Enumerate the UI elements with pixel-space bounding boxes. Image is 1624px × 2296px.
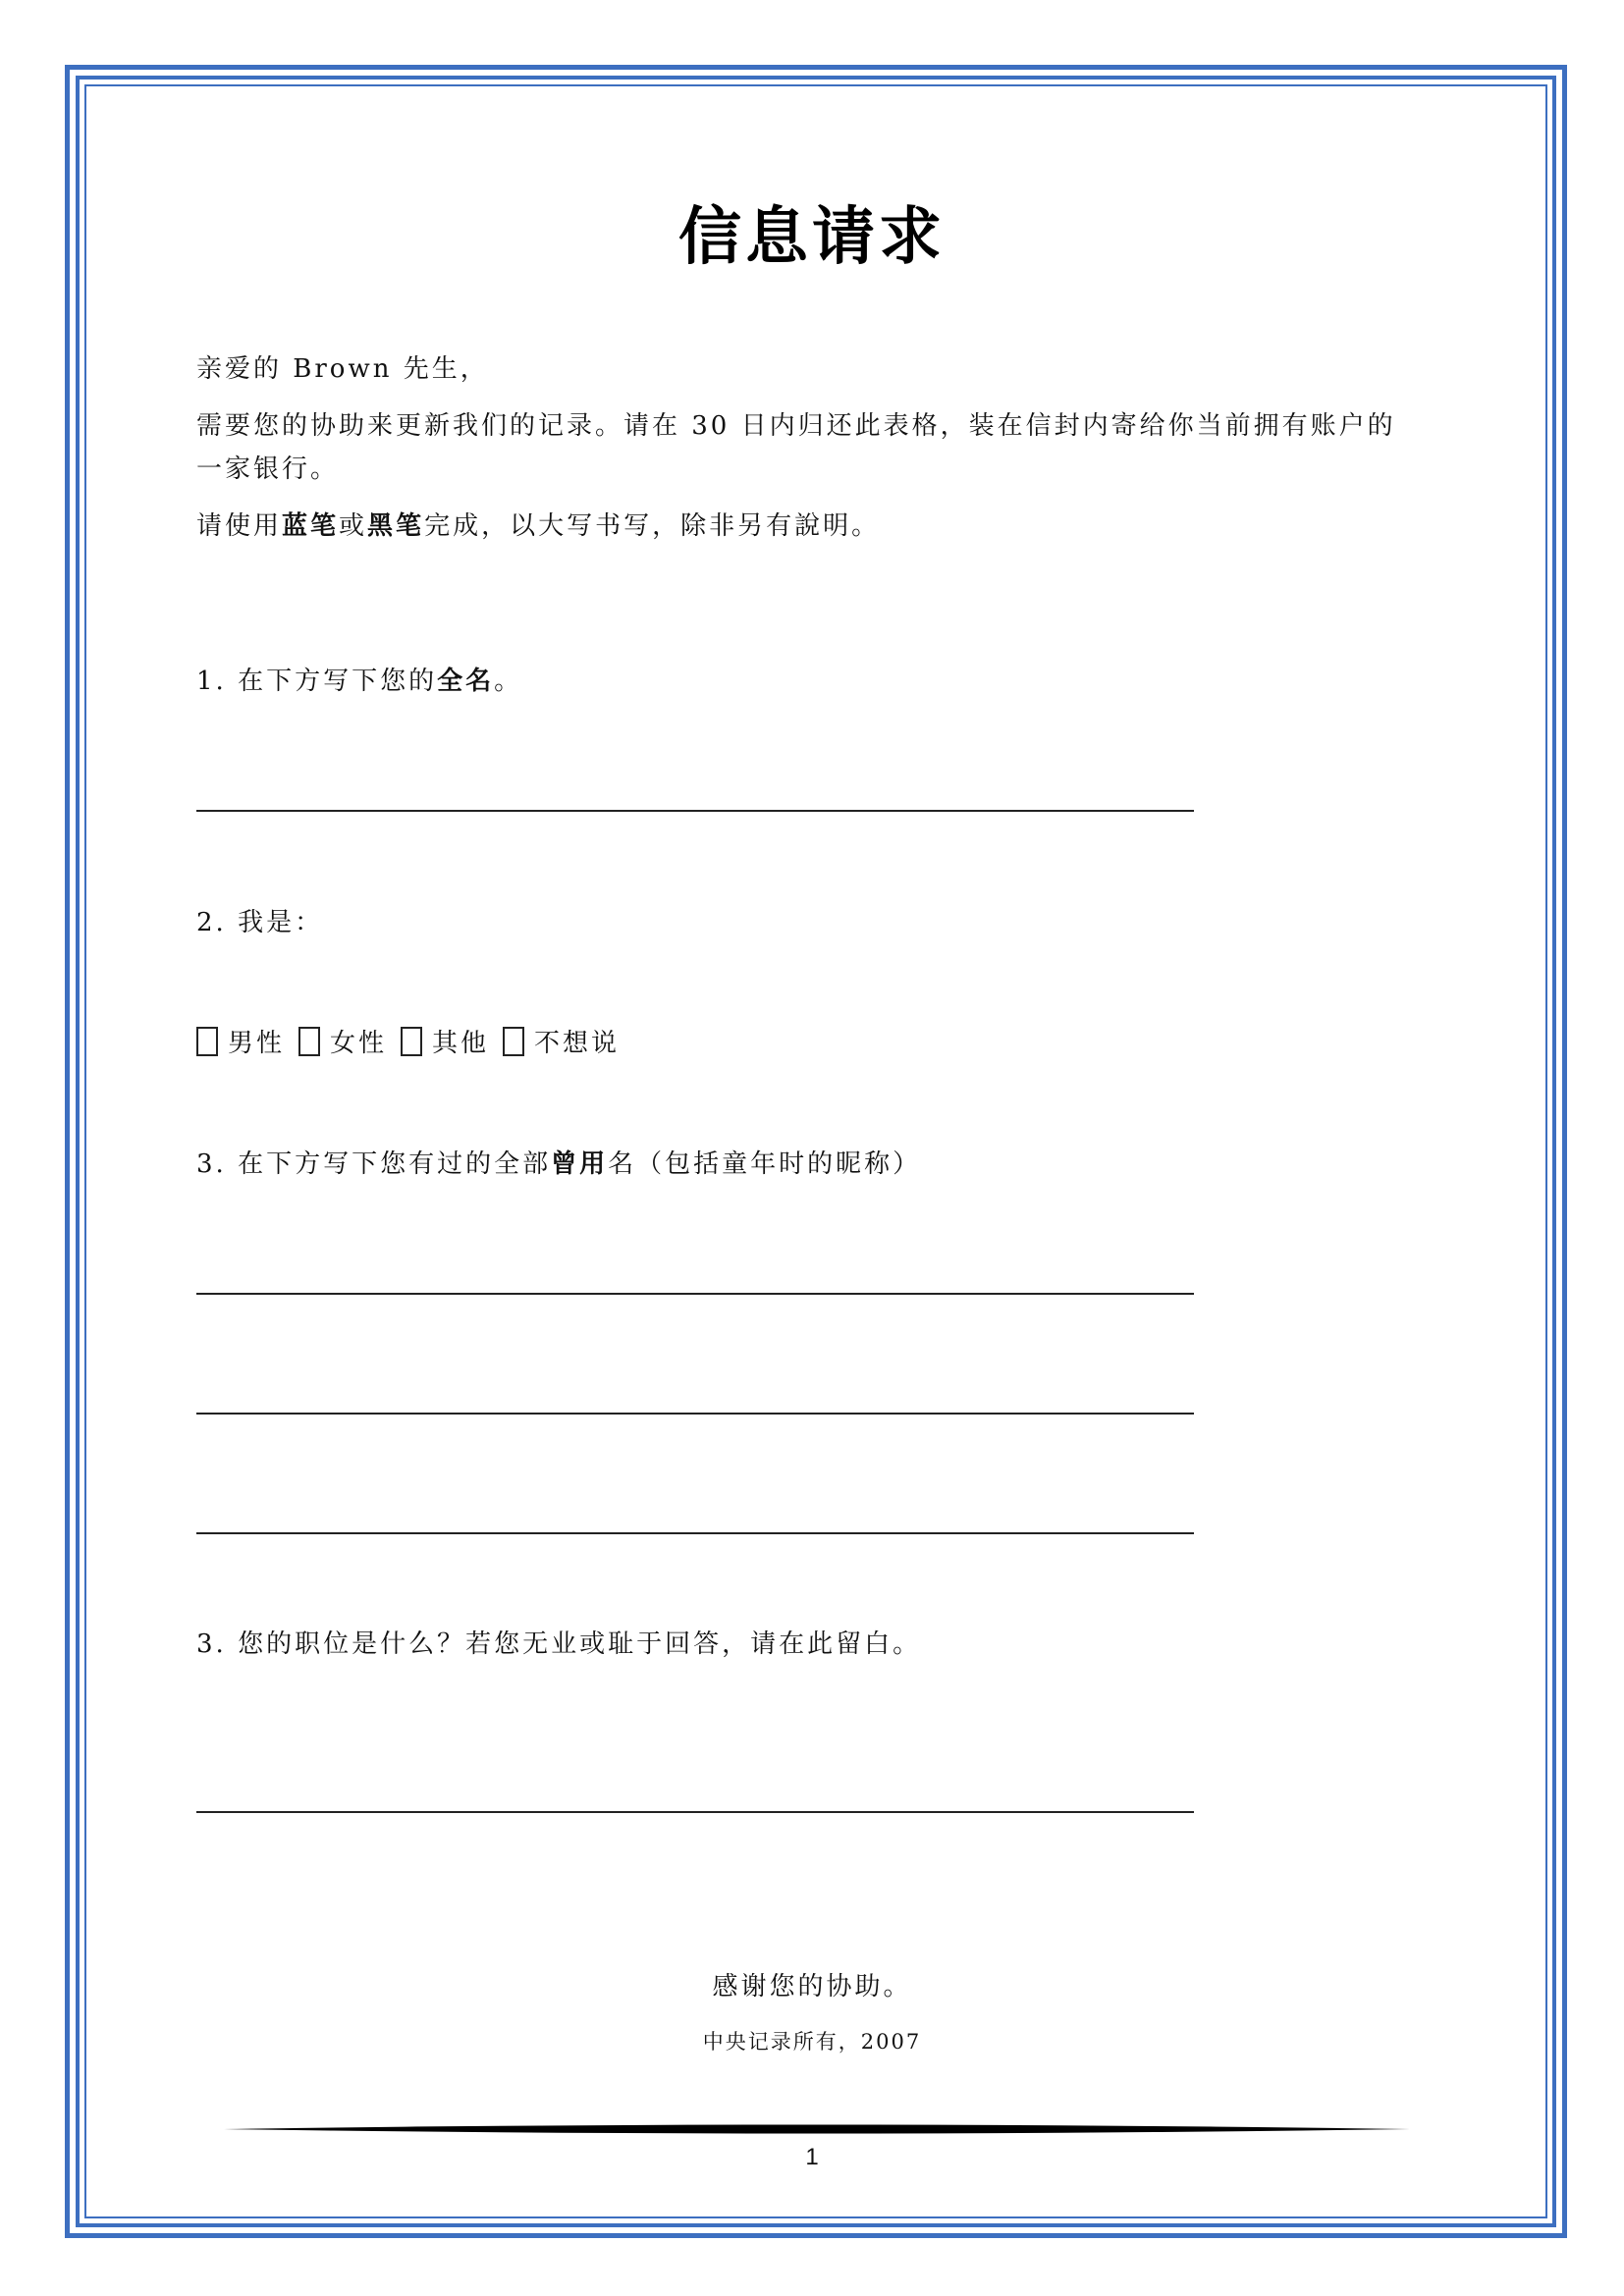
option-prefer-not-to-say[interactable] — [503, 1023, 620, 1059]
q1-suffix: 。 — [494, 667, 523, 696]
instructions-or: 或 — [339, 511, 368, 541]
option-label: 其他 — [432, 1029, 490, 1058]
footer-divider — [224, 2122, 1410, 2136]
instructions-prefix: 请使用 — [196, 511, 283, 541]
option-label: 女性 — [330, 1029, 388, 1058]
blue-pen-text: 蓝笔 — [282, 511, 340, 541]
option-label: 不想说 — [534, 1029, 621, 1058]
greeting: 亲爱的 Brown 先生， — [196, 354, 489, 384]
question-4-label: 3. 您的职位是什么？若您无业或耻于回答，请在此留白。 — [196, 1629, 922, 1659]
q1-prefix: 1. 在下方写下您的 — [196, 667, 438, 696]
checkbox[interactable] — [401, 1027, 422, 1056]
full-name-line[interactable] — [196, 810, 1194, 812]
thanks-note: 感谢您的协助。 — [712, 1972, 912, 2002]
copyright-note: 中央记录所有，2007 — [702, 2030, 922, 2054]
question-3-label — [196, 1143, 921, 1186]
option-label: 男性 — [228, 1029, 286, 1058]
gender-options — [196, 1023, 633, 1059]
previous-name-line-3[interactable] — [196, 1532, 1194, 1534]
previous-name-line-1[interactable] — [196, 1293, 1194, 1295]
checkbox[interactable] — [298, 1027, 320, 1056]
instructions-suffix: 完成，以大写书写，除非另有說明。 — [424, 511, 881, 541]
page-number: 1 — [805, 2144, 819, 2170]
question-2-label: 2. 我是： — [196, 908, 324, 937]
q3-emphasis: 曾用 — [551, 1149, 609, 1179]
document-title: 信息请求 — [678, 201, 946, 274]
checkbox[interactable] — [503, 1027, 524, 1056]
option-male[interactable] — [196, 1023, 285, 1059]
q3-prefix: 3. 在下方写下您有过的全部 — [196, 1149, 552, 1179]
q3-suffix: 名（包括童年时的昵称） — [608, 1149, 922, 1179]
intro-paragraph: 需要您的协助来更新我们的记录。请在 30 日内归还此表格，装在信封内寄给你当前拥有账户的一家银行。 — [196, 411, 1396, 484]
black-pen-text: 黑笔 — [367, 511, 425, 541]
question-1-label — [196, 660, 522, 703]
q1-emphasis: 全名 — [437, 667, 495, 696]
job-title-line[interactable] — [196, 1811, 1194, 1813]
instructions — [196, 505, 880, 548]
option-female[interactable] — [298, 1023, 387, 1059]
option-other[interactable] — [401, 1023, 489, 1059]
checkbox[interactable] — [196, 1027, 218, 1056]
previous-name-line-2[interactable] — [196, 1413, 1194, 1415]
